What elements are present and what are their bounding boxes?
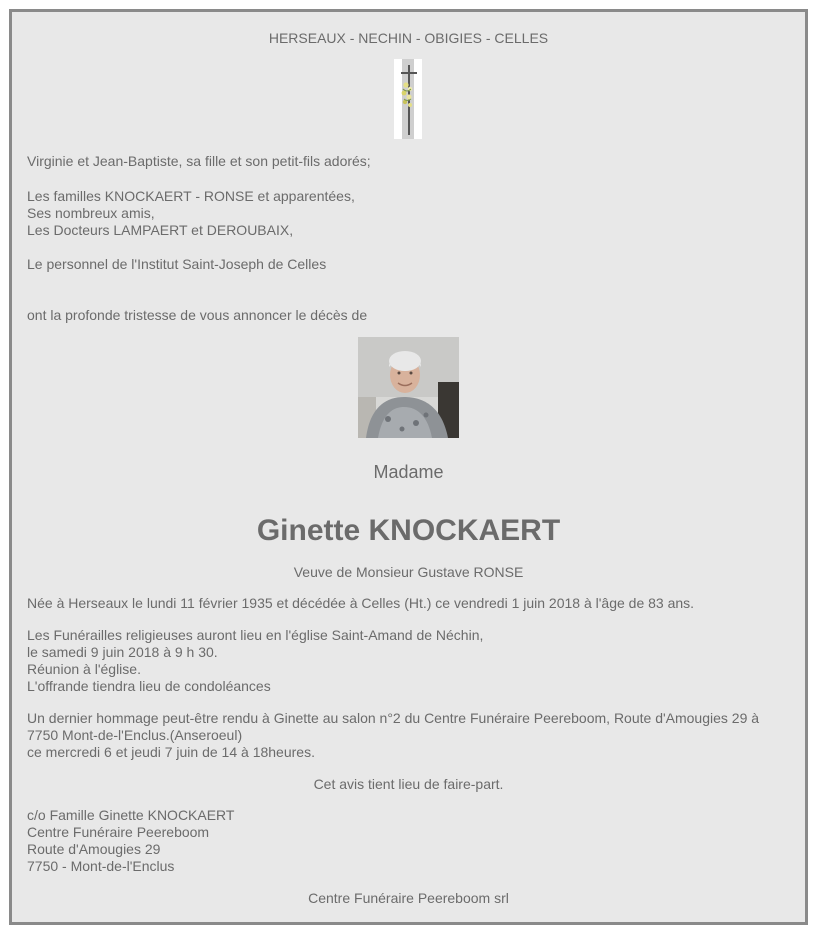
funeral-line-2: le samedi 9 juin 2018 à 9 h 30.: [27, 644, 218, 660]
funeral-line-4: L'offrande tiendra lieu de condoléances: [27, 678, 271, 694]
funeral-line-1: Les Funérailles religieuses auront lieu en l'église Saint-Amand de Néchin,: [27, 627, 484, 643]
intro-families: Les familles KNOCKAERT - RONSE et apparentées,: [27, 188, 355, 204]
contact-line-4: 7750 - Mont-de-l'Enclus: [27, 858, 175, 874]
birth-death-line: Née à Herseaux le lundi 11 février 1935 et décédée à Celles (Ht.) ce vendredi 1 juin 2018 à l'âge de 83 ans.: [27, 595, 695, 611]
footer-signature: Centre Funéraire Peereboom srl: [308, 890, 509, 906]
portrait-photo: [358, 337, 459, 438]
funeral-line-3: Réunion à l'église.: [27, 661, 141, 677]
deceased-name: Ginette KNOCKAERT: [256, 514, 561, 547]
widow-of-line: Veuve de Monsieur Gustave RONSE: [293, 564, 524, 580]
notice-line: Cet avis tient lieu de faire-part.: [313, 776, 504, 792]
obituary-card: [9, 9, 808, 925]
announce-text: ont la profonde tristesse de vous annoncer le décès de: [27, 307, 368, 323]
intro-staff: Le personnel de l'Institut Saint-Joseph de Celles: [27, 256, 327, 272]
intro-doctors: Les Docteurs LAMPAERT et DEROUBAIX,: [27, 222, 294, 238]
tribute-line-1: Un dernier hommage peut-être rendu à Ginette au salon n°2 du Centre Funéraire Peereboom, Route d'Amougies 29 à: [27, 710, 760, 726]
intro-friends: Ses nombreux amis,: [27, 205, 155, 221]
tribute-line-2: 7750 Mont-de-l'Enclus.(Anseroeul): [27, 727, 243, 743]
contact-line-3: Route d'Amougies 29: [27, 841, 161, 857]
contact-line-1: c/o Famille Ginette KNOCKAERT: [27, 807, 235, 823]
cross-with-flowers-icon: [394, 59, 422, 139]
tribute-line-3: ce mercredi 6 et jeudi 7 juin de 14 à 18heures.: [27, 744, 315, 760]
contact-line-2: Centre Funéraire Peereboom: [27, 824, 210, 840]
locality-header: HERSEAUX - NECHIN - OBIGIES - CELLES: [268, 30, 549, 46]
intro-family-line: Virginie et Jean-Baptiste, sa fille et son petit-fils adorés;: [27, 153, 371, 169]
deceased-title: Madame: [373, 462, 444, 482]
